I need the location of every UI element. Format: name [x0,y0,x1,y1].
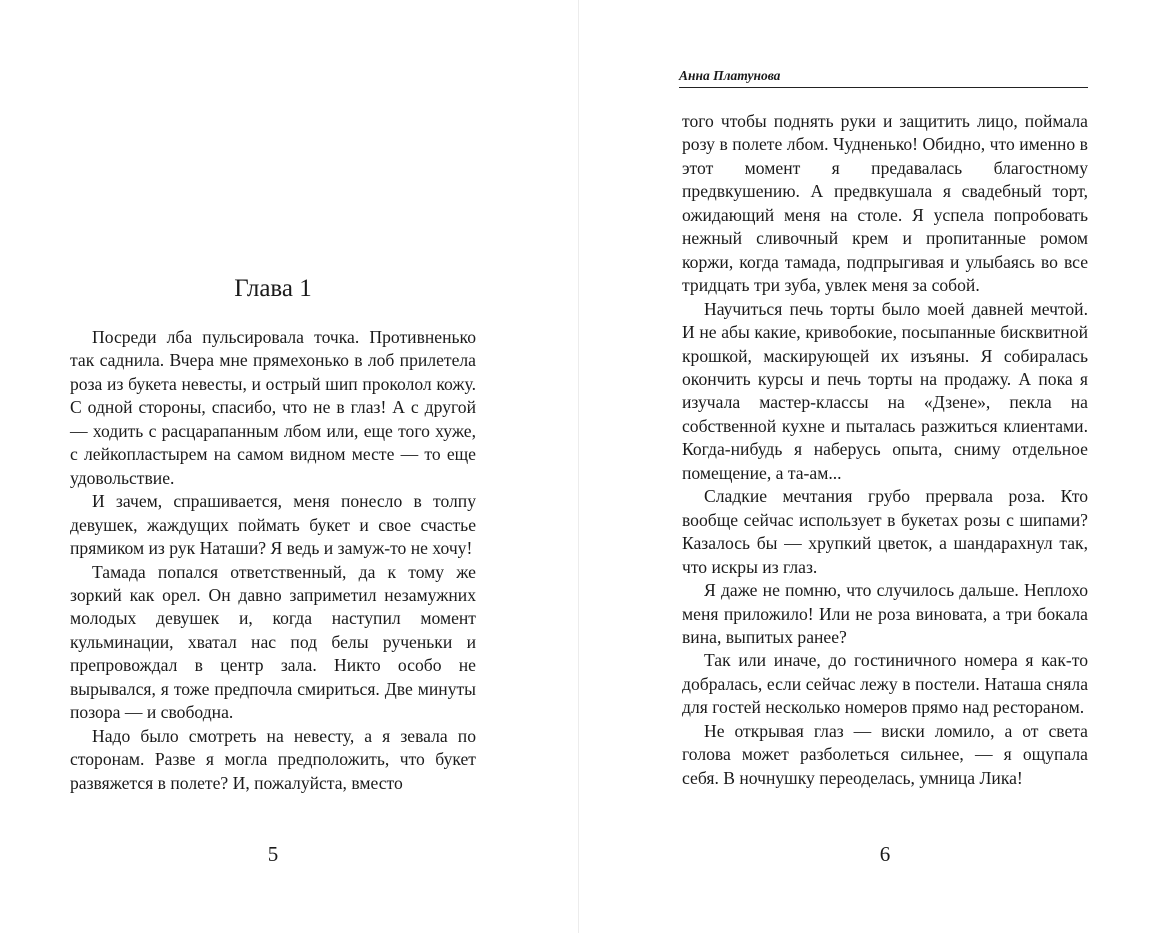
right-page [579,0,1157,933]
paragraph: Я даже не помню, что случилось дальше. Неплохо меня приложило! Или не роза виновата, а три бокала вина, выпитых ранее? [682,580,1088,647]
paragraph: Так или иначе, до гостиничного номера я как-то добралась, если сейчас лежу в постели. Наташа сняла для гостей несколько номеров прямо над рестораном. [682,650,1088,718]
page-number: 6 [879,842,891,866]
paragraph: Научиться печь торты было моей давней мечтой. И не абы какие, кривобокие, посыпанные бисквитной крошкой, маскирующей их изъяны. Я собиралась окончить курсы и печь торты на продажу. А пока я изучала мастер-классы на «Дзене», пекла на собственной кухне и пыталась разжиться клиентами. Когда-нибудь я наберусь опыта, сниму отдельное помещение, а та-ам... [682,298,1088,483]
paragraph: Посреди лба пульсировала точка. Противненько так саднила. Вчера мне прямехонько в лоб прилетела роза из букета невесты, и острый шип проколол кожу. С одной стороны, спасибо, что не в глаз! А с другой — ходить с расцарапанным лбом или, еще того хуже, с лейкопластырем на самом видном месте — то еще удовольствие. [70,327,476,488]
paragraph: Тамада попался ответственный, да к тому же зоркий как орел. Он давно заприметил незамужних молодых девушек и, когда наступил момент кульминации, хватал нас под белы рученьки и препровождал в центр зала. Никто особо не вырывался, я тоже предпочла смириться. Две минуты позора — и свободна. [70,561,476,723]
left-page [0,0,578,933]
paragraph: Надо было смотреть на невесту, а я зевала по сторонам. Разве я могла предположить, что букет развяжется в полете? И, пожалуйста, вместо [70,725,476,793]
left-page-text [70,326,476,795]
running-head-author: Анна Платунова [679,68,1088,88]
page-number: 5 [267,842,279,866]
chapter-title: Глава 1 [234,275,312,302]
paragraph: того чтобы поднять руки и защитить лицо, поймала розу в полете лбом. Чудненько! Обидно, что именно в этот момент я предавалась благостному предвкушению. А предвкушала я свадебный торт, ожидающий меня на столе. Я успела попробовать нежный сливочный крем и пропитанные ромом коржи, когда тамада, подпрыгивая и улыбаясь во все тридцать три зуба, увлек меня за собой. [682,111,1088,296]
right-page-text [682,110,1088,790]
paragraph: И зачем, спрашивается, меня понесло в толпу девушек, жаждущих поймать букет и свое счастье прямиком из рук Наташи? Я ведь и замуж-то не хочу! [70,491,476,559]
paragraph: Сладкие мечтания грубо прервала роза. Кто вообще сейчас использует в букетах розы с шипами? Казалось бы — хрупкий цветок, а шандарахнул так, что искры из глаз. [682,486,1088,577]
paragraph: Не открывая глаз — виски ломило, а от света голова может разболеться сильнее, — я ощупала себя. В ночнушку переоделась, умница Лика! [682,720,1088,788]
